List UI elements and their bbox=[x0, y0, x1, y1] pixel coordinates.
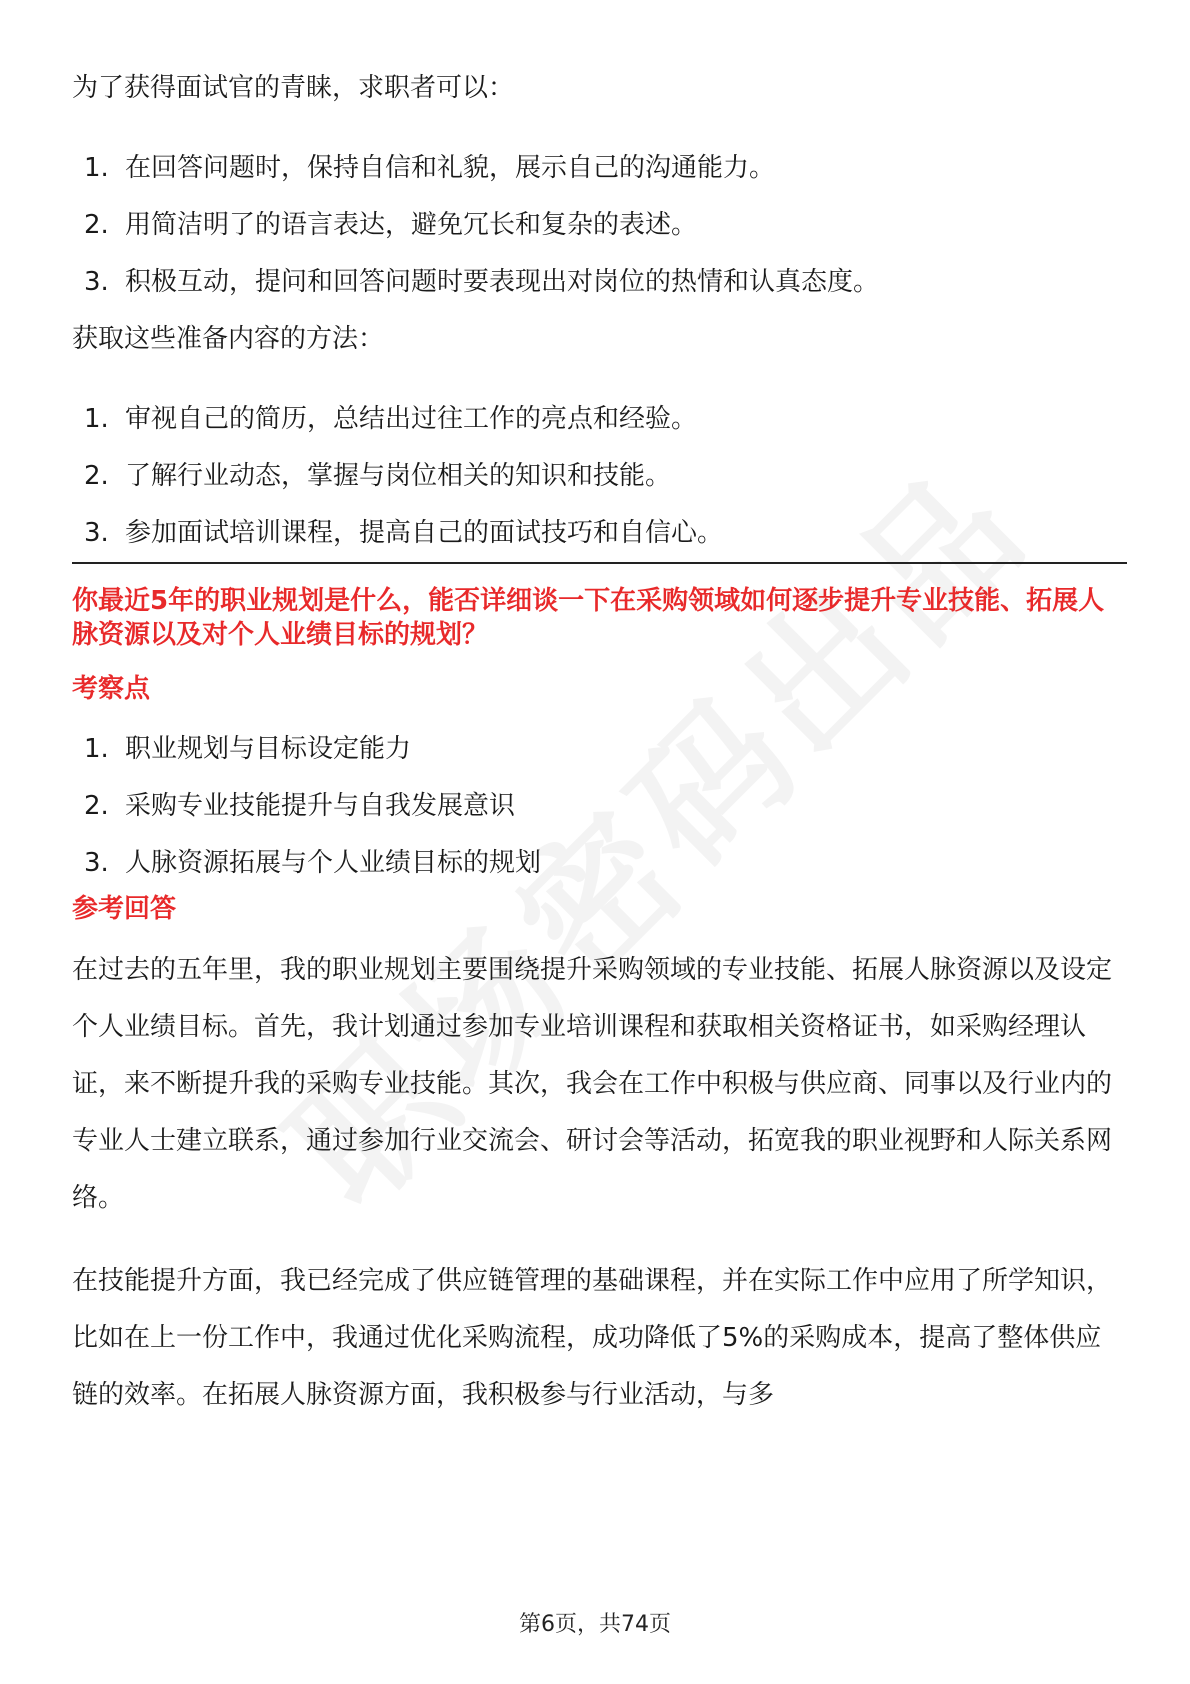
list-item-text: 参加面试培训课程，提高自己的面试技巧和自信心。 bbox=[125, 518, 724, 548]
list-number: 1. bbox=[84, 734, 109, 764]
assessment-title: 考察点 bbox=[72, 674, 151, 704]
list-item-text: 职业规划与目标设定能力 bbox=[125, 734, 412, 764]
list-item-text: 积极互动，提问和回答问题时要表现出对岗位的热情和认真态度。 bbox=[125, 267, 880, 297]
list-item bbox=[72, 391, 1127, 448]
list-number: 1. bbox=[84, 153, 109, 183]
list-item bbox=[72, 778, 1127, 835]
list-number: 3. bbox=[84, 267, 109, 297]
methods-list bbox=[72, 391, 1127, 562]
list-number: 2. bbox=[84, 791, 109, 821]
list-item bbox=[72, 197, 1127, 254]
list-number: 2. bbox=[84, 210, 109, 240]
page-number: 第6页，共74页 bbox=[519, 1612, 671, 1637]
list-item bbox=[72, 721, 1127, 778]
assessment-list bbox=[72, 721, 1127, 892]
list-item-text: 审视自己的简历，总结出过往工作的亮点和经验。 bbox=[125, 404, 698, 434]
list-item bbox=[72, 448, 1127, 505]
list-item bbox=[72, 505, 1127, 562]
list-item bbox=[72, 140, 1127, 197]
list-number: 1. bbox=[84, 404, 109, 434]
tips-list bbox=[72, 140, 1127, 311]
list-number: 3. bbox=[84, 518, 109, 548]
list-item-text: 在回答问题时，保持自信和礼貌，展示自己的沟通能力。 bbox=[125, 153, 776, 183]
page-content bbox=[72, 60, 1127, 1424]
list-item-text: 用简洁明了的语言表达，避免冗长和复杂的表述。 bbox=[125, 210, 698, 240]
question-heading: 你最近5年的职业规划是什么，能否详细谈一下在采购领域如何逐步提升专业技能、拓展人脉资源以及对个人业绩目标的规划？ bbox=[72, 586, 1105, 650]
list-item bbox=[72, 254, 1127, 311]
list-number: 3. bbox=[84, 848, 109, 878]
methods-heading: 获取这些准备内容的方法： bbox=[72, 324, 385, 354]
answer-paragraph: 在技能提升方面，我已经完成了供应链管理的基础课程，并在实际工作中应用了所学知识，比如在上一份工作中，我通过优化采购流程，成功降低了5%的采购成本，提高了整体供应链的效率。在拓展人脉资源方面，我积极参与行业活动，与多 bbox=[72, 1266, 1113, 1410]
list-item-text: 人脉资源拓展与个人业绩目标的规划 bbox=[125, 848, 542, 878]
list-item-text: 采购专业技能提升与自我发展意识 bbox=[125, 791, 516, 821]
answer-paragraph: 在过去的五年里，我的职业规划主要围绕提升采购领域的专业技能、拓展人脉资源以及设定个人业绩目标。首先，我计划通过参加专业培训课程和获取相关资格证书，如采购经理认证，来不断提升我的采购专业技能。其次，我会在工作中积极与供应商、同事以及行业内的专业人士建立联系，通过参加行业交流会、研讨会等活动，拓宽我的职业视野和人际关系网络。 bbox=[72, 955, 1113, 1213]
list-number: 2. bbox=[84, 461, 109, 491]
list-item-text: 了解行业动态，掌握与岗位相关的知识和技能。 bbox=[125, 461, 672, 491]
section-divider bbox=[72, 562, 1127, 564]
intro-text: 为了获得面试官的青睐，求职者可以： bbox=[72, 73, 515, 103]
list-item bbox=[72, 835, 1127, 892]
answer-title: 参考回答 bbox=[72, 894, 177, 924]
